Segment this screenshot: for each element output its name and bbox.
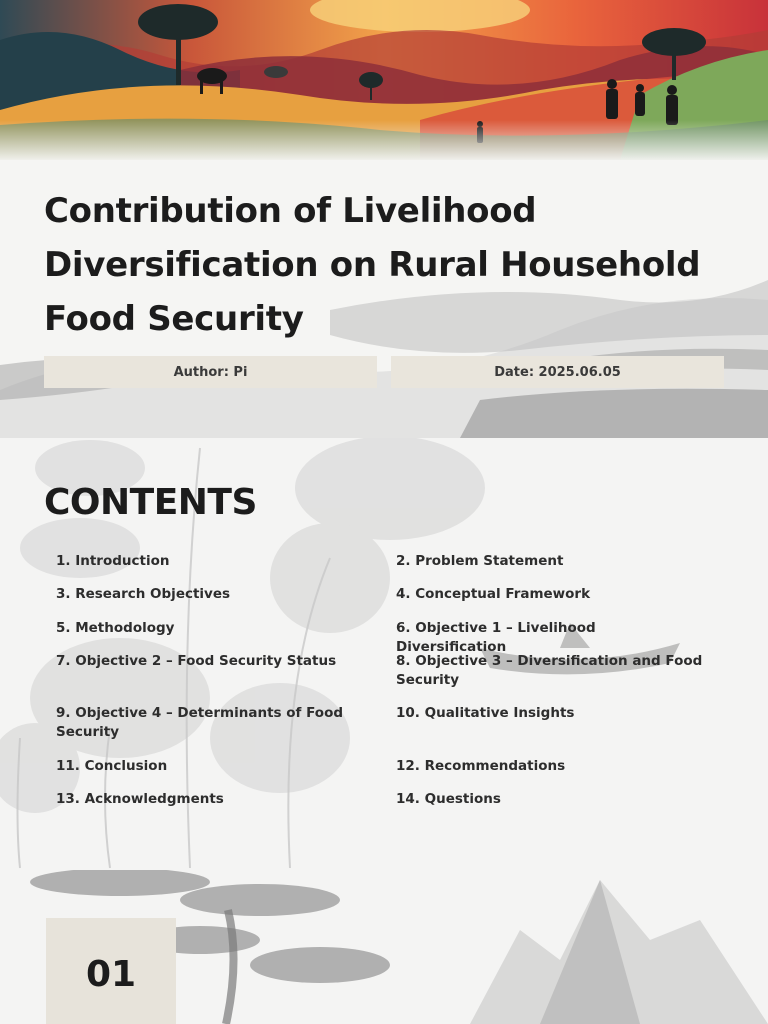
- toc-item-objective-3[interactable]: 8. Objective 3 – Diversification and Food Security: [396, 653, 703, 688]
- section-divider: [0, 870, 768, 1024]
- toc-item-acknowledgments[interactable]: 13. Acknowledgments: [56, 791, 224, 807]
- toc-item-objective-2[interactable]: 7. Objective 2 – Food Security Status: [56, 653, 337, 669]
- section-number-box: [46, 918, 176, 1024]
- title-section: [0, 160, 768, 438]
- section-number: 01: [85, 954, 137, 995]
- toc-item-problem-statement[interactable]: 2. Problem Statement: [396, 553, 564, 569]
- toc-item-recommendations[interactable]: 12. Recommendations: [396, 758, 566, 774]
- toc-item-objective-1[interactable]: 6. Objective 1 – Livelihood Diversification: [396, 620, 596, 655]
- header-landscape-illustration: [0, 0, 768, 160]
- toc-item-questions[interactable]: 14. Questions: [396, 791, 501, 807]
- toc-item-conceptual-framework[interactable]: 4. Conceptual Framework: [396, 586, 591, 602]
- toc-item-introduction[interactable]: 1. Introduction: [56, 553, 170, 569]
- date-label: Date: 2025.06.05: [391, 356, 724, 388]
- contents-heading: CONTENTS: [44, 482, 257, 523]
- toc-item-conclusion[interactable]: 11. Conclusion: [56, 758, 168, 774]
- author-label: Author: Pi: [44, 356, 377, 388]
- toc-item-research-objectives[interactable]: 3. Research Objectives: [56, 586, 231, 602]
- toc-item-qualitative-insights[interactable]: 10. Qualitative Insights: [396, 705, 575, 721]
- toc-item-methodology[interactable]: 5. Methodology: [56, 620, 175, 636]
- contents-section: [0, 438, 768, 870]
- toc-item-objective-4[interactable]: 9. Objective 4 – Determinants of Food Security: [56, 705, 344, 740]
- presentation-title: Contribution of Livelihood Diversification on Rural Household Food Security: [44, 191, 701, 339]
